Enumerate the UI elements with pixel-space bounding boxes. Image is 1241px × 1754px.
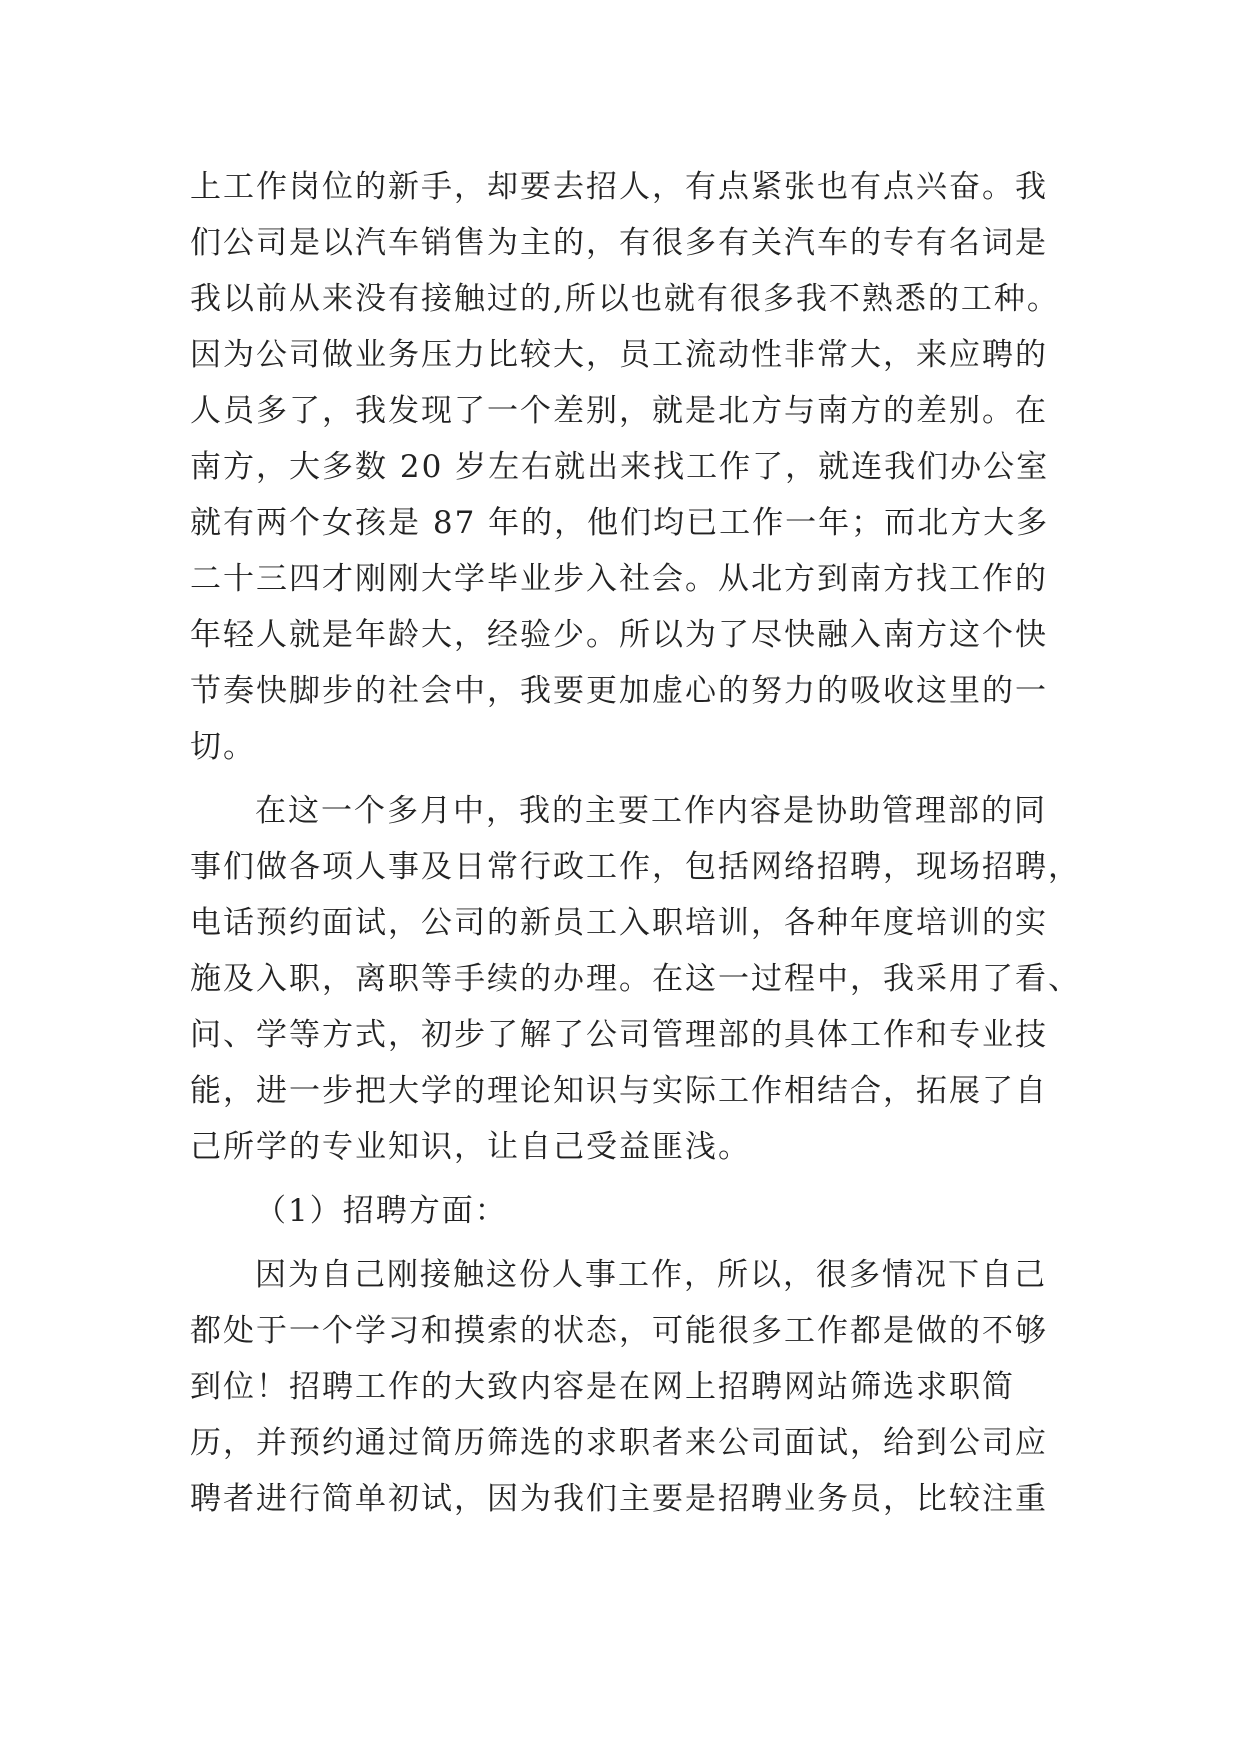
text-line: 事们做各项人事及日常行政工作，包括网络招聘，现场招聘， (190, 849, 1081, 885)
text-line: 二十三四才刚刚大学毕业步入社会。从北方到南方找工作的 (190, 561, 1048, 597)
text-line: 人员多了，我发现了一个差别，就是北方与南方的差别。在 (190, 393, 1048, 429)
text-line: 聘者进行简单初试，因为我们主要是招聘业务员，比较注重 (190, 1481, 1048, 1517)
paragraph-first-line: 因为自己刚接触这份人事工作，所以，很多情况下自己 (255, 1257, 1047, 1293)
section-heading: （1）招聘方面： (255, 1193, 508, 1229)
text-line: 切。 (190, 729, 256, 765)
text-line: 到位！招聘工作的大致内容是在网上招聘网站筛选求职简 (190, 1369, 1015, 1405)
text-line: 己所学的专业知识，让自己受益匪浅。 (190, 1129, 751, 1165)
text-line: 南方，大多数 20 岁左右就出来找工作了，就连我们办公室 (190, 449, 1050, 485)
text-line: 们公司是以汽车销售为主的，有很多有关汽车的专有名词是 (190, 225, 1048, 261)
text-line: 上工作岗位的新手，却要去招人，有点紧张也有点兴奋。我 (190, 169, 1048, 205)
text-line: 都处于一个学习和摸索的状态，可能很多工作都是做的不够 (190, 1313, 1048, 1349)
paragraph-first-line: 在这一个多月中，我的主要工作内容是协助管理部的同 (255, 793, 1047, 829)
text-line: 历，并预约通过简历筛选的求职者来公司面试，给到公司应 (190, 1425, 1048, 1461)
text-line: 能，进一步把大学的理论知识与实际工作相结合，拓展了自 (190, 1073, 1048, 1109)
text-line: 我以前从来没有接触过的,所以也就有很多我不熟悉的工种。 (190, 281, 1060, 317)
text-line: 施及入职，离职等手续的办理。在这一过程中，我采用了看、 (190, 961, 1081, 997)
text-line: 就有两个女孩是 87 年的，他们均已工作一年；而北方大多 (190, 505, 1050, 541)
text-line: 节奏快脚步的社会中，我要更加虚心的努力的吸收这里的一 (190, 673, 1048, 709)
text-line: 问、学等方式，初步了解了公司管理部的具体工作和专业技 (190, 1017, 1048, 1053)
text-line: 因为公司做业务压力比较大，员工流动性非常大，来应聘的 (190, 337, 1048, 373)
text-line: 电话预约面试，公司的新员工入职培训，各种年度培训的实 (190, 905, 1048, 941)
text-line: 年轻人就是年龄大，经验少。所以为了尽快融入南方这个快 (190, 617, 1048, 653)
